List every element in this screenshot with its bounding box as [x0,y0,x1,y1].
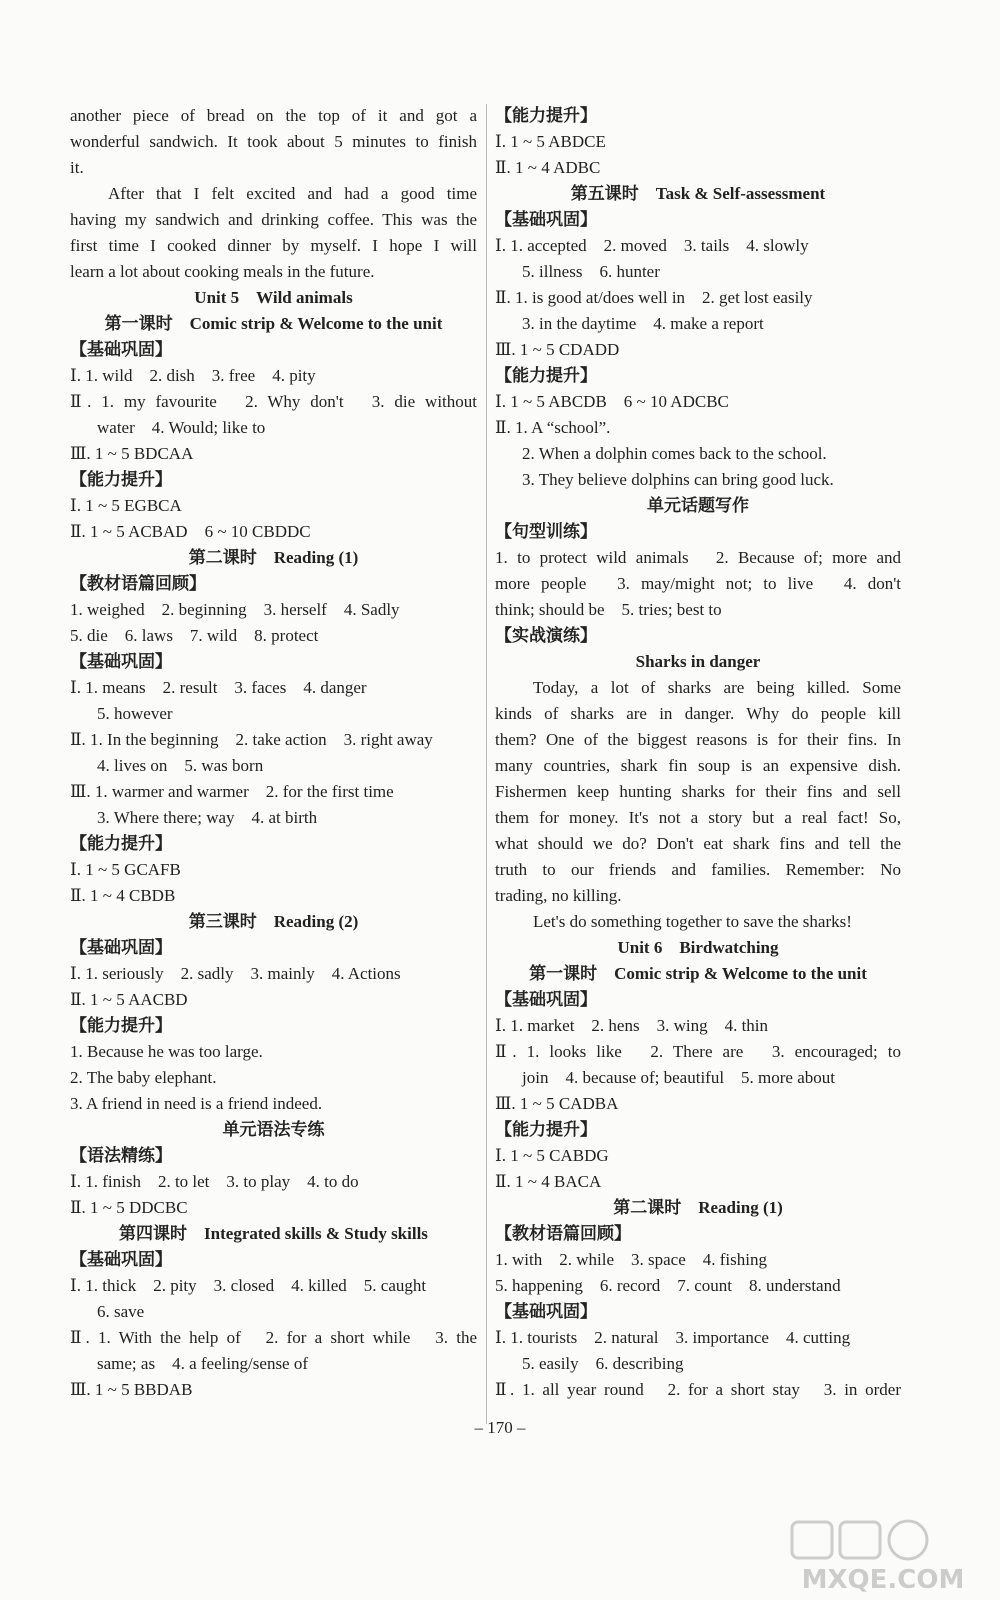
right-column-line: more people 3. may/might not; to live 4. don't [495,574,901,593]
right-column-line: 5. happening 6. record 7. count 8. understand [495,1276,841,1295]
left-column-line: 5. however [97,704,173,723]
left-column-line: Ⅰ. 1. wild 2. dish 3. free 4. pity [70,366,316,385]
svg-text:MXQE.COM: MXQE.COM [801,1565,965,1594]
right-column-line: 3. in the daytime 4. make a report [522,314,764,333]
left-column-line: 【能力提升】 [70,1016,172,1036]
left-column-line: 1. Because he was too large. [70,1042,263,1061]
left-column-line: Ⅰ. 1. means 2. result 3. faces 4. danger [70,678,367,697]
left-column-line: wonderful sandwich. It took about 5 minutes to finish [70,132,477,151]
right-column-line: 【实战演练】 [495,626,597,646]
right-column-line: Ⅰ. 1. accepted 2. moved 3. tails 4. slowly [495,236,809,255]
left-column-line: 【基础巩固】 [70,938,172,958]
left-column-line: 第四课时 Integrated skills & Study skills [119,1224,428,1243]
left-column-line: 第三课时 Reading (2) [188,912,359,931]
left-column-line: another piece of bread on the top of it and got a [70,106,477,125]
right-column-line: Sharks in danger [635,652,761,671]
left-column-line: first time I cooked dinner by myself. I hope I will [70,236,477,255]
column-divider [486,104,487,1424]
left-column-line: After that I felt excited and had a good time [108,184,477,203]
right-column-line: Fishermen keep hunting sharks for their fins and sell [495,782,901,801]
left-column-line: 第一课时 Comic strip & Welcome to the unit [104,314,443,333]
right-column-line: Ⅰ. 1 ~ 5 CABDG [495,1146,609,1165]
left-column-line: 【基础巩固】 [70,340,172,360]
right-column-line: 【基础巩固】 [495,210,597,230]
right-column-line: them for money. It's not a story but a real fact! So, [495,808,901,827]
right-column-line: trading, no killing. [495,886,622,905]
left-column-line: Ⅲ. 1. warmer and warmer 2. for the first time [70,782,394,801]
right-column-line: 【基础巩固】 [495,1302,597,1322]
left-column-line: same; as 4. a feeling/sense of [97,1354,309,1373]
right-column-line: Let's do something together to save the sharks! [533,912,852,931]
right-column-line: Ⅱ. 1. all year round 2. for a short stay 3. in order [495,1380,901,1399]
left-column-line: 3. Where there; way 4. at birth [97,808,318,827]
left-column-line: 4. lives on 5. was born [97,756,264,775]
right-column-line: Ⅰ. 1 ~ 5 ABCDB 6 ~ 10 ADCBC [495,392,729,411]
left-column-line: 【教材语篇回顾】 [70,574,206,594]
right-column-line: Ⅱ. 1. is good at/does well in 2. get lost easily [495,288,813,307]
right-column-line: them? One of the biggest reasons is for their fins. In [495,730,901,749]
left-column-line: Ⅰ. 1 ~ 5 GCAFB [70,860,181,879]
left-column [70,103,477,1403]
right-column-line: 【教材语篇回顾】 [495,1224,631,1244]
left-column-line: 【能力提升】 [70,470,172,490]
left-column-line: Ⅰ. 1 ~ 5 EGBCA [70,496,182,515]
left-column-line: Ⅱ. 1. my favourite 2. Why don't 3. die without [70,392,477,411]
left-column-line: 6. save [97,1302,145,1321]
right-column-line: 【能力提升】 [495,1120,597,1140]
left-column-line: Ⅱ. 1 ~ 5 DDCBC [70,1198,188,1217]
left-column-line: Ⅱ. 1. In the beginning 2. take action 3. right away [70,730,433,749]
right-column-line: 【句型训练】 [495,522,597,542]
right-column-line: Ⅱ. 1 ~ 4 BACA [495,1172,602,1191]
left-column-line: 2. The baby elephant. [70,1068,217,1087]
left-column-line: Ⅱ. 1. With the help of 2. for a short while 3. the [70,1328,477,1347]
right-column [495,103,901,1403]
left-column-line: 5. die 6. laws 7. wild 8. protect [70,626,319,645]
left-column-line: learn a lot about cooking meals in the future. [70,262,375,281]
right-column-line: Ⅱ. 1 ~ 4 ADBC [495,158,601,177]
left-column-line: Ⅱ. 1 ~ 5 AACBD [70,990,188,1009]
left-column-line: 【基础巩固】 [70,652,172,672]
right-column-line: 第五课时 Task & Self-assessment [570,184,826,203]
left-column-line: Unit 5 Wild animals [194,288,353,307]
right-column-line: truth to our friends and families. Remember: No [495,860,901,879]
right-column-line: Ⅰ. 1. tourists 2. natural 3. importance 4. cutting [495,1328,851,1347]
right-column-line: 5. easily 6. describing [522,1354,684,1373]
page-number: – 170 – [474,1418,526,1437]
left-column-line: Ⅰ. 1. finish 2. to let 3. to play 4. to do [70,1172,359,1191]
right-column-line: 第二课时 Reading (1) [613,1198,783,1217]
right-column-line: 2. When a dolphin comes back to the school. [522,444,827,463]
left-column-line: it. [70,158,84,177]
right-column-line: Today, a lot of sharks are being killed. Some [533,678,901,697]
right-column-line: 【能力提升】 [495,366,597,386]
left-column-line: water 4. Would; like to [97,418,266,437]
right-column-line: Ⅰ. 1 ~ 5 ABDCE [495,132,606,151]
right-column-line: 3. They believe dolphins can bring good luck. [522,470,834,489]
left-column-line: Ⅱ. 1 ~ 5 ACBAD 6 ~ 10 CBDDC [70,522,311,541]
left-column-line: Ⅱ. 1 ~ 4 CBDB [70,886,176,905]
left-column-line: 【能力提升】 [70,834,172,854]
right-column-line: Ⅰ. 1. market 2. hens 3. wing 4. thin [495,1016,769,1035]
left-column-line: Ⅰ. 1. thick 2. pity 3. closed 4. killed 5. caught [70,1276,427,1295]
right-column-line: kinds of sharks are in danger. Why do people kill [495,704,901,723]
left-column-line: 1. weighed 2. beginning 3. herself 4. Sadly [70,600,400,619]
right-column-line: many countries, shark fin soup is an expensive dish. [495,756,901,775]
right-column-line: 【能力提升】 [495,106,597,126]
right-column-line: 【基础巩固】 [495,990,597,1010]
right-column-line: what should we do? Don't eat shark fins and tell the [495,834,901,853]
left-column-line: Ⅲ. 1 ~ 5 BBDAB [70,1380,193,1399]
right-column-line: 1. with 2. while 3. space 4. fishing [495,1250,767,1269]
left-column-line: having my sandwich and drinking coffee. This was the [70,210,477,229]
right-column-line: 5. illness 6. hunter [522,262,660,281]
right-column-line: Unit 6 Birdwatching [617,938,779,957]
watermark-logo [788,1516,978,1594]
right-column-line: Ⅱ. 1. looks like 2. There are 3. encouraged; to [495,1042,901,1061]
right-column-line: 1. to protect wild animals 2. Because of; more and [495,548,901,567]
left-column-line: Ⅲ. 1 ~ 5 BDCAA [70,444,194,463]
left-column-line: 3. A friend in need is a friend indeed. [70,1094,323,1113]
right-column-line: Ⅱ. 1. A “school”. [495,418,611,437]
right-column-line: join 4. because of; beautiful 5. more about [522,1068,835,1087]
left-column-line: 【语法精练】 [70,1146,172,1166]
left-column-line: 【基础巩固】 [70,1250,172,1270]
left-column-line: 第二课时 Reading (1) [188,548,359,567]
right-column-line: Ⅲ. 1 ~ 5 CDADD [495,340,620,359]
left-column-line: 单元语法专练 [222,1120,325,1139]
right-column-line: Ⅲ. 1 ~ 5 CADBA [495,1094,619,1113]
left-column-line: Ⅰ. 1. seriously 2. sadly 3. mainly 4. Actions [70,964,401,983]
right-column-line: think; should be 5. tries; best to [495,600,722,619]
right-column-line: 第一课时 Comic strip & Welcome to the unit [529,964,867,983]
right-column-line: 单元话题写作 [647,496,749,515]
